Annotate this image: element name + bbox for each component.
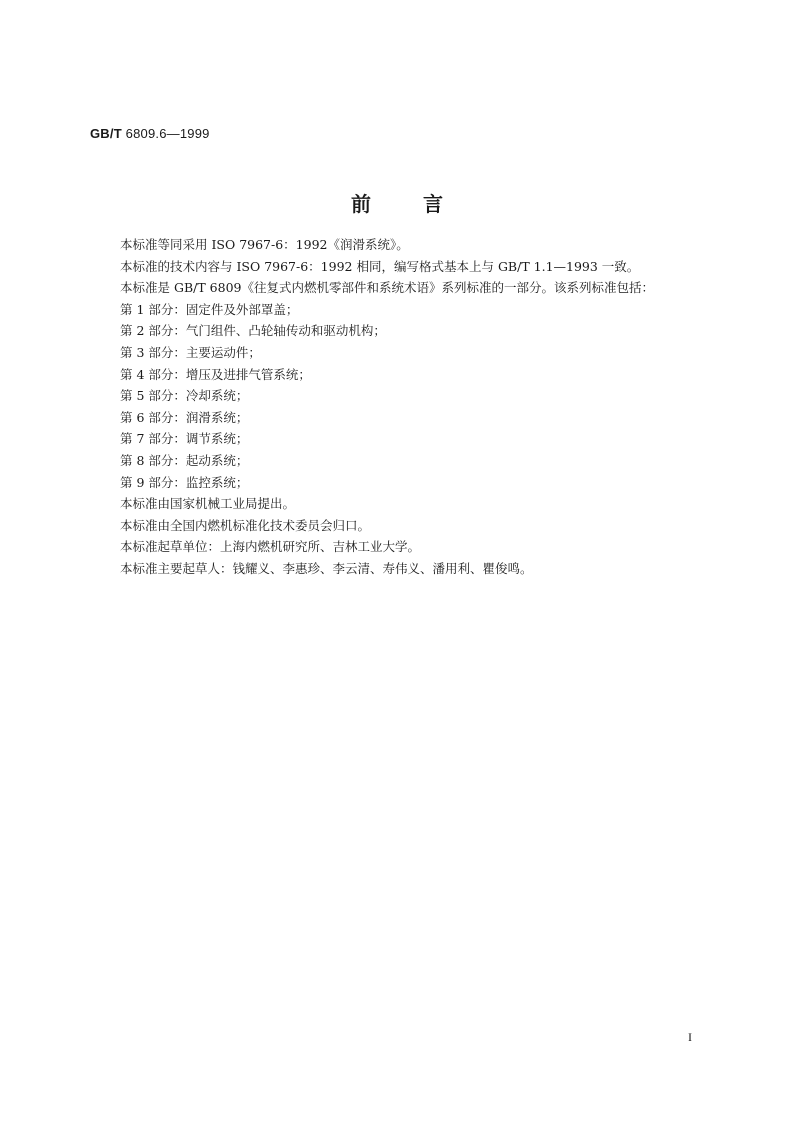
paragraph-adoption: 本标准等同采用 ISO 7967-6：1992《润滑系统》。 xyxy=(120,237,409,252)
standard-code-prefix: GB/T xyxy=(90,126,122,141)
list-item-part-1: 第 1 部分：固定件及外部罩盖； xyxy=(120,301,299,317)
list-item-part-5: 第 5 部分：冷却系统； xyxy=(120,388,249,404)
list-item-part-3: 第 3 部分：主要运动件； xyxy=(120,344,261,360)
page-title: 前言 xyxy=(351,192,495,216)
list-item-part-8: 第 8 部分：起动系统； xyxy=(120,452,249,468)
list-item-part-4: 第 4 部分：增压及进排气管系统； xyxy=(120,366,311,382)
list-item-part-7: 第 7 部分：调节系统； xyxy=(120,431,249,447)
paragraph-series: 本标准是 GB/T 6809《往复式内燃机零部件和系统术语》系列标准的一部分。该系列标准包括： xyxy=(120,280,654,296)
list-item-part-9: 第 9 部分：监控系统； xyxy=(120,474,249,490)
foreword-body xyxy=(120,234,710,580)
paragraph-committee: 本标准由全国内燃机标准化技术委员会归口。 xyxy=(120,517,371,533)
paragraph-drafters: 本标准主要起草人：钱耀义、李惠珍、李云清、寿伟义、潘用利、瞿俊鸣。 xyxy=(120,560,533,576)
page-number: I xyxy=(688,1030,692,1044)
paragraph-drafting-units: 本标准起草单位：上海内燃机研究所、吉林工业大学。 xyxy=(120,539,421,555)
paragraph-proposer: 本标准由国家机械工业局提出。 xyxy=(120,496,296,512)
standard-code-number: 6809.6—1999 xyxy=(125,126,210,141)
paragraph-technical-content: 本标准的技术内容与 ISO 7967-6：1992 相同，编写格式基本上与 GB/T 1.1—1993 一致。 xyxy=(120,258,640,274)
standard-code xyxy=(90,126,210,141)
list-item-part-2: 第 2 部分：气门组件、凸轮轴传动和驱动机构； xyxy=(120,323,386,339)
list-item-part-6: 第 6 部分：润滑系统； xyxy=(120,409,249,425)
